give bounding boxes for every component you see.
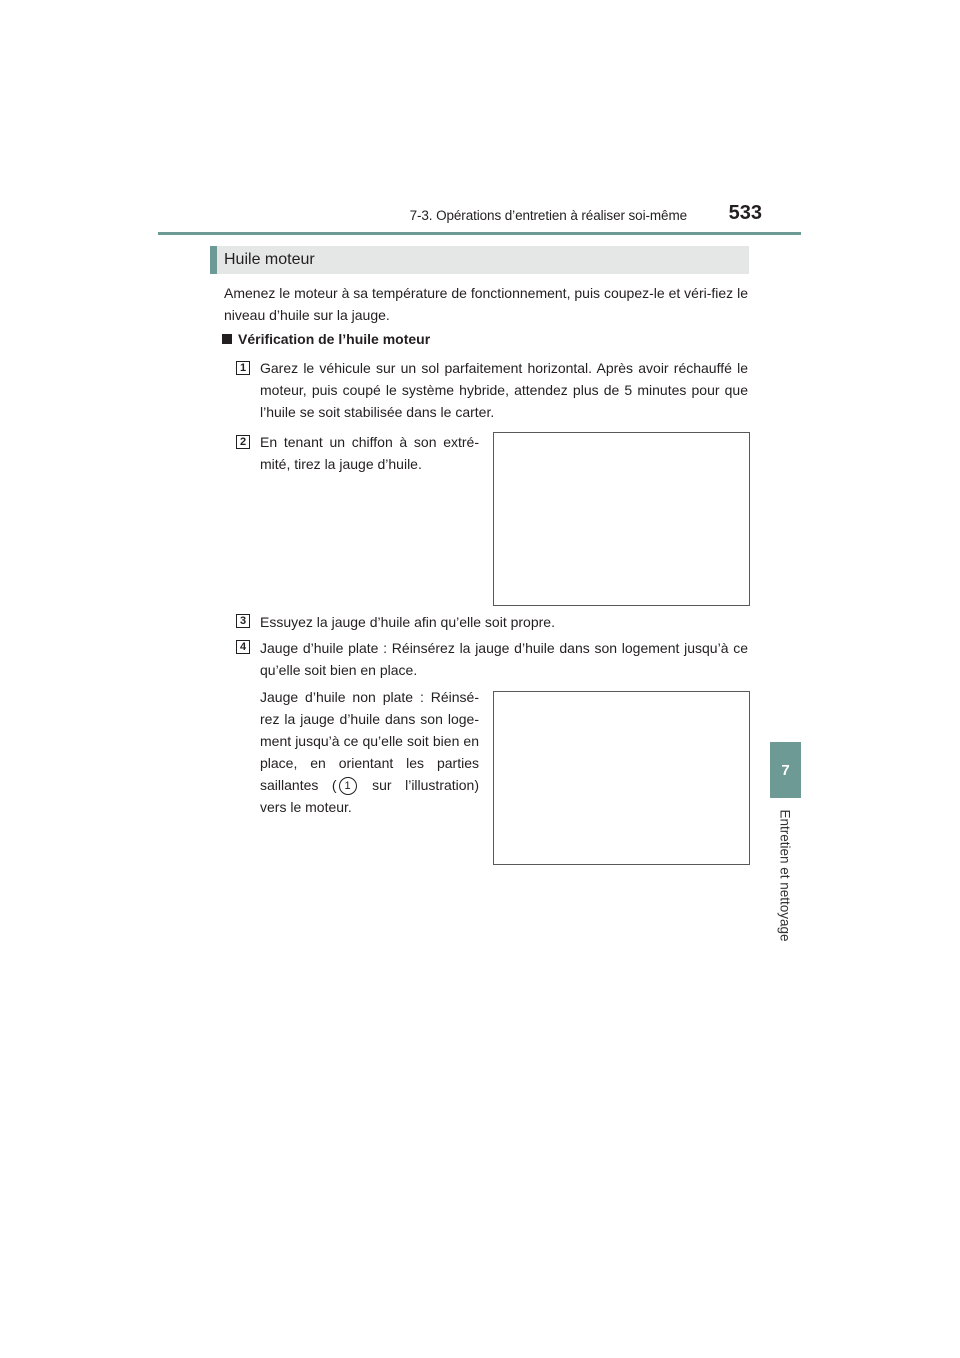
step-2-text: En tenant un chiffon à son extré-mité, tirez la jauge d’huile.: [260, 434, 479, 472]
chapter-tab: 7: [770, 742, 801, 798]
intro-paragraph: Amenez le moteur à sa température de fonctionnement, puis coupez-le et véri-fiez le niveau d’huile sur la jauge.: [224, 285, 748, 323]
step-3-text: Essuyez la jauge d’huile afin qu’elle soit propre.: [260, 614, 555, 630]
subheading-text: Vérification de l’huile moteur: [238, 331, 431, 347]
step-4-text-nonflat: [260, 686, 479, 818]
figure-pull-dipstick: [493, 432, 750, 606]
header-rule: [158, 232, 801, 235]
header-section-title: 7-3. Opérations d’entretien à réaliser soi-même: [409, 208, 687, 223]
section-title: Huile moteur: [224, 251, 315, 268]
step-number-1: 1: [236, 361, 250, 375]
step-number-4: 4: [236, 640, 250, 654]
step-1-text: Garez le véhicule sur un sol parfaitement horizontal. Après avoir réchauffé le moteur, puis coupé le système hybride, attendez plus de 5 minutes pour que l’huile se soit stabilisée dans le carter.: [260, 360, 748, 420]
step-number-2: 2: [236, 435, 250, 449]
page-number: 533: [728, 202, 762, 224]
step-number-3: 3: [236, 614, 250, 628]
figure-reinsert-dipstick: [493, 691, 750, 865]
chapter-label: Entretien et nettoyage: [777, 809, 793, 942]
section-heading-accent: [210, 246, 217, 274]
step-4-text-nonflat-a: Jauge d’huile non plate : Réinsé-rez la jauge d’huile dans son loge-ment jusqu’à ce qu’elle soit bien en place, en orientant les parties saillantes (: [260, 689, 479, 793]
step-4-text-nonflat-b: sur l’illustration) vers le moteur.: [260, 777, 480, 815]
subheading: [222, 331, 430, 347]
square-bullet-icon: [222, 334, 232, 344]
callout-1-icon: 1: [339, 777, 357, 795]
step-4-text: Jauge d’huile plate : Réinsérez la jauge d’huile dans son logement jusqu’à ce qu’elle soit bien en place.: [260, 640, 748, 678]
